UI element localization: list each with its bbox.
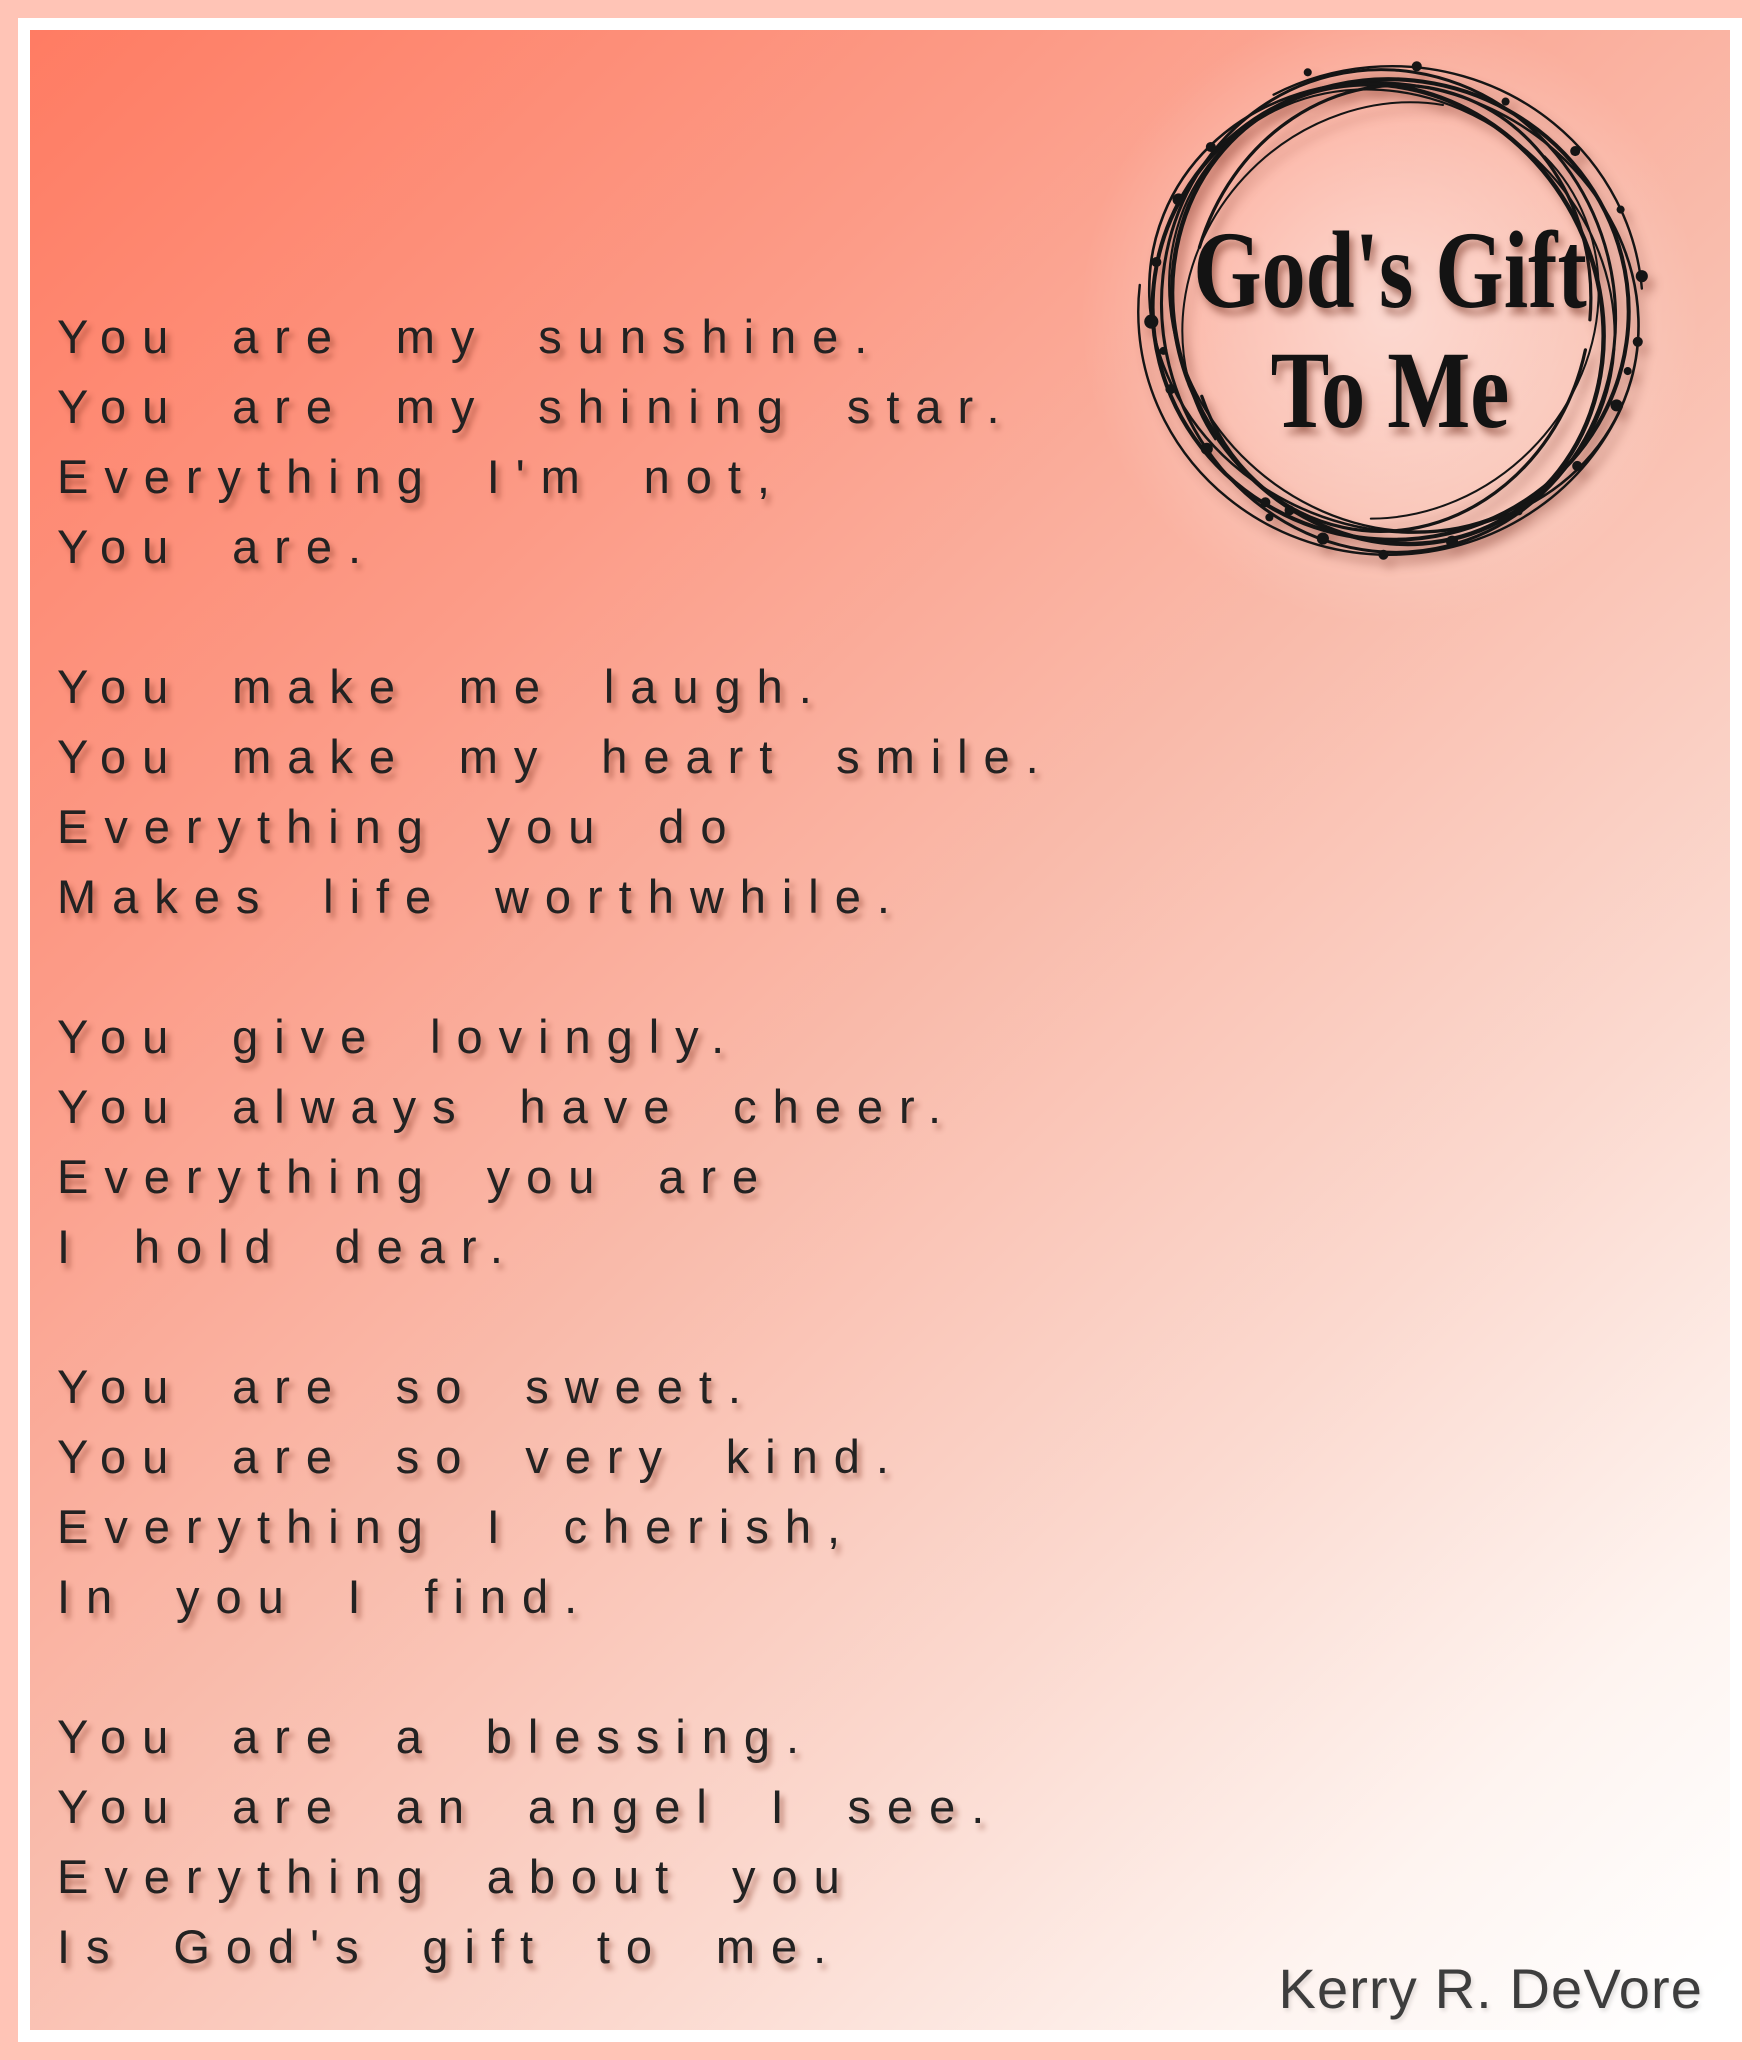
title-line-2: To Me xyxy=(1270,329,1510,451)
poem-line: Everything I'm not, xyxy=(57,450,786,503)
poem-line: You are so very kind. xyxy=(57,1430,905,1483)
poem-line: Everything you do xyxy=(57,800,743,853)
title-line-1: God's Gift xyxy=(1193,209,1587,331)
poem-line: Is God's gift to me. xyxy=(57,1920,843,1973)
poem-line: Makes life worthwhile. xyxy=(57,870,906,923)
poem-line: You make my heart smile. xyxy=(57,730,1055,783)
poem-stanza xyxy=(57,1702,1055,1982)
poem-stanza xyxy=(57,302,1055,582)
poem-line: You are an angel I see. xyxy=(57,1780,1001,1833)
poem-line: You are so sweet. xyxy=(57,1360,757,1413)
poem-stanza xyxy=(57,652,1055,932)
poem-line: You make me laugh. xyxy=(57,660,828,713)
poem-line: In you I find. xyxy=(57,1570,594,1623)
poem-line: You are my shining star. xyxy=(57,380,1016,433)
poster-title xyxy=(1174,210,1606,450)
poem-text xyxy=(57,302,1055,2052)
poem-line: You are a blessing. xyxy=(57,1710,816,1763)
poem-line: Everything about you xyxy=(57,1850,856,1903)
author-attribution: Kerry R. DeVore xyxy=(1278,1957,1703,2020)
poem-line: You are my sunshine. xyxy=(57,310,884,363)
poem-line: Everything you are xyxy=(57,1150,775,1203)
poem-stanza xyxy=(57,1002,1055,1282)
poem-line: You are. xyxy=(57,520,377,573)
poem-line: You always have cheer. xyxy=(57,1080,958,1133)
poem-line: Everything I cherish, xyxy=(57,1500,856,1553)
poem-line: You give lovingly. xyxy=(57,1010,741,1063)
poem-line: I hold dear. xyxy=(57,1220,519,1273)
poem-stanza xyxy=(57,1352,1055,1632)
